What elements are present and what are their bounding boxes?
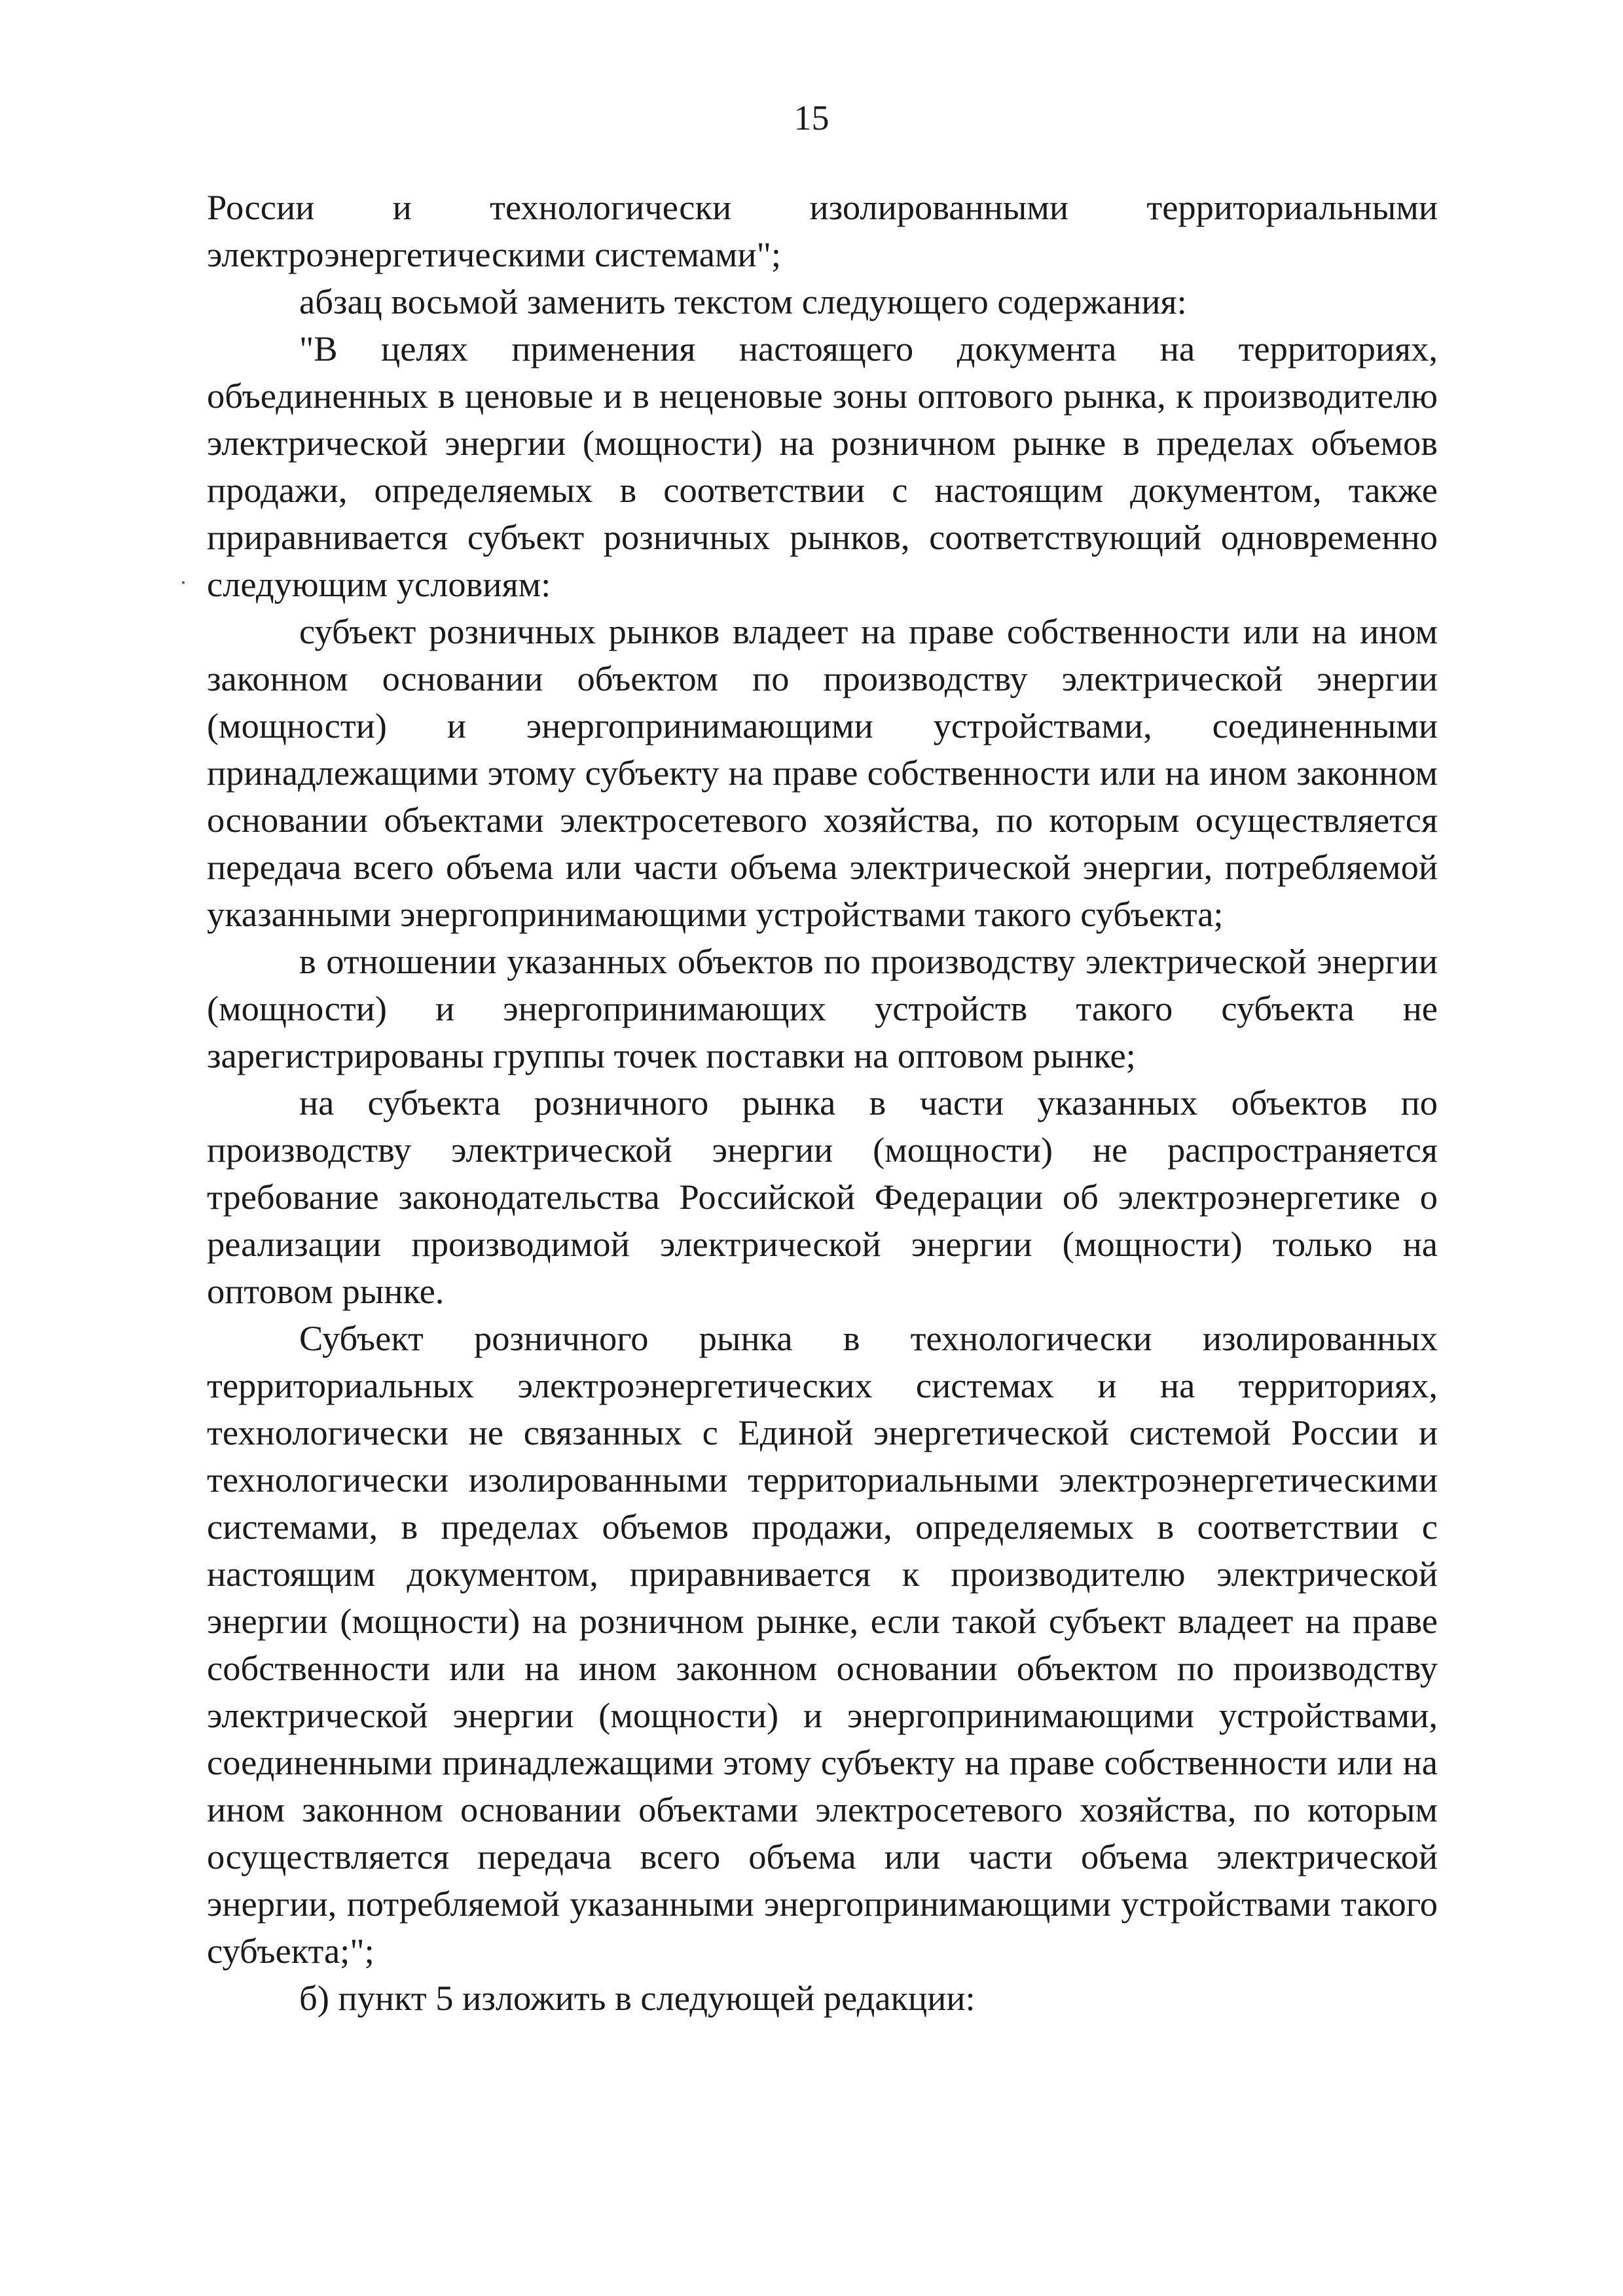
scan-speck: [182, 581, 185, 584]
paragraph-quoted-text: "В целях применения настоящего документа на территориях, объединенных в ценовые и в неценовые зоны оптового рынка, к производителю электрической энергии (мощности) на розничном рынке в пределах объемов продажи, определяемых в соответствии с настоящим документом, также приравнивается субъект розничных рынков, соответствующий одновременно следующим условиям:: [207, 329, 1438, 604]
paragraph-continuation: России и технологически изолированными территориальными электроэнергетическими системами";: [207, 187, 1438, 274]
paragraph-next-item: б) пункт 5 изложить в следующей редакции:: [299, 1978, 976, 2018]
paragraph-condition-ownership: субъект розничных рынков владеет на праве собственности или на ином законном основании объектом по производству электрической энергии (мощности) и энергопринимающими устройствами, соединенными принадлежащими этому субъекту на праве собственности или на ином законном основании объектами электросетевого хозяйства, по которым осуществляется передача всего объема или части объема электрической энергии, потребляемой указанными энергопринимающими устройствами такого субъекта;: [207, 611, 1438, 934]
paragraph-isolated-systems: Субъект розничного рынка в технологически изолированных территориальных электроэнергетических системах и на территориях, технологически не связанных с Единой энергетической системой России и технологически изолированными территориальными электроэнергетическими системами, в пределах объемов продажи, определяемых в соответствии с настоящим документом, приравнивается к производителю электрической энергии (мощности) на розничном рынке, если такой субъект владеет на праве собственности или на ином законном основании объектом по производству электрической энергии (мощности) и энергопринимающими устройствами, соединенными принадлежащими этому субъекту на праве собственности или на ином законном основании объектами электросетевого хозяйства, по которым осуществляется передача всего объема или части объема электрической энергии, потребляемой указанными энергопринимающими устройствами такого субъекта;";: [207, 1318, 1438, 1971]
document-body: [207, 184, 1438, 2022]
page-number: 15: [793, 98, 830, 137]
paragraph-amendment-instruction: абзац восьмой заменить текстом следующего содержания:: [299, 281, 1187, 321]
paragraph-condition-registration: в отношении указанных объектов по производству электрической энергии (мощности) и энергопринимающих устройств такого субъекта не зарегистрированы группы точек поставки на оптовом рынке;: [207, 941, 1438, 1075]
paragraph-condition-wholesale: на субъекта розничного рынка в части указанных объектов по производству электрической энергии (мощности) не распространяется требование законодательства Российской Федерации об электроэнергетике о реализации производимой электрической энергии (мощности) только на оптовом рынке.: [207, 1083, 1438, 1311]
